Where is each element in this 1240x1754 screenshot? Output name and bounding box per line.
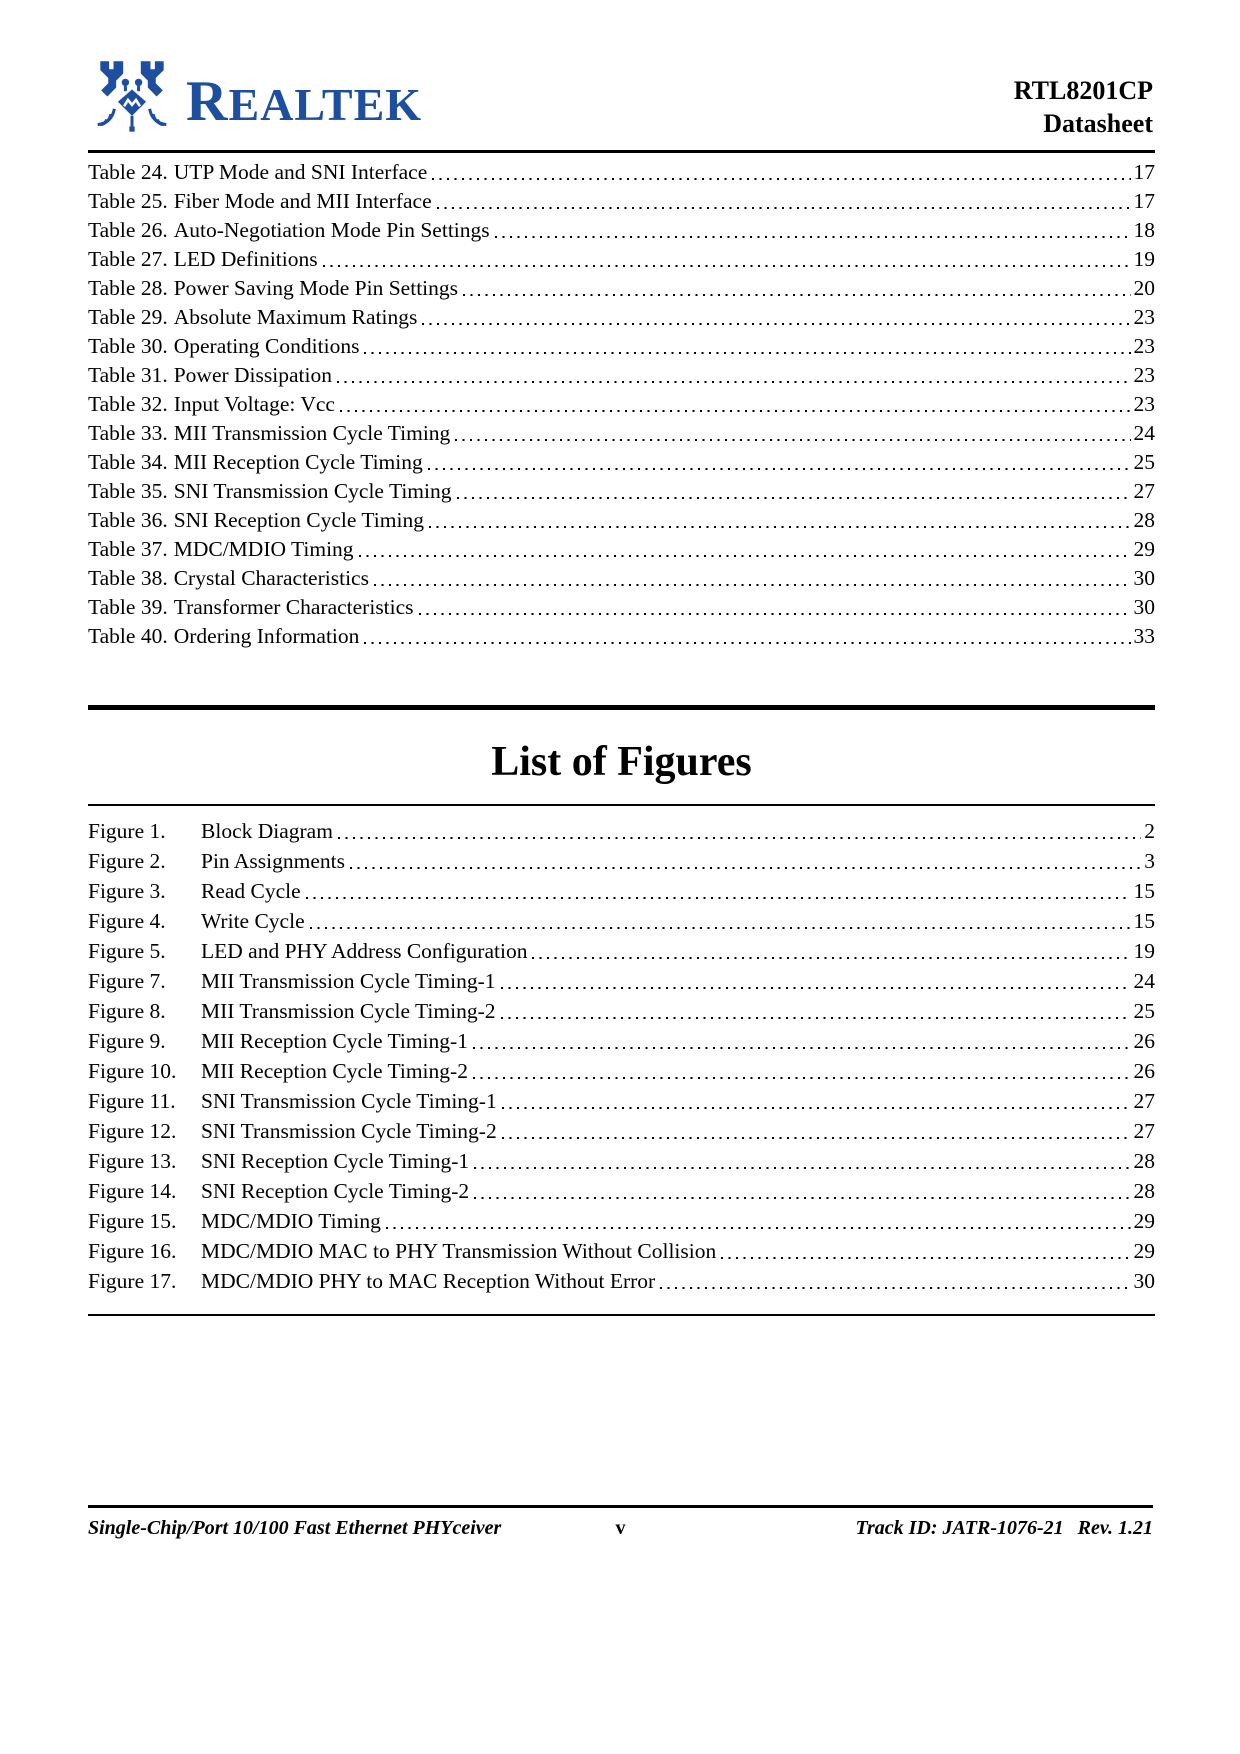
page-header bbox=[88, 54, 1153, 144]
dot-leader bbox=[455, 439, 1130, 441]
entry-label: Table 36. bbox=[88, 508, 168, 532]
dot-leader bbox=[501, 987, 1131, 989]
entry-page-number: 15 bbox=[1133, 879, 1155, 903]
entry-title: Block Diagram bbox=[201, 819, 333, 843]
realtek-wordmark: REALTEK bbox=[186, 69, 423, 133]
dot-leader bbox=[437, 207, 1131, 209]
entry-title: MDC/MDIO MAC to PHY Transmission Without Collision bbox=[201, 1239, 717, 1263]
entry-page-number: 23 bbox=[1133, 334, 1155, 358]
dot-leader bbox=[432, 178, 1130, 180]
entry-page-number: 24 bbox=[1133, 969, 1155, 993]
entry-page-number: 18 bbox=[1133, 218, 1155, 242]
entry-label: Table 34. bbox=[88, 450, 168, 474]
dot-leader bbox=[502, 1107, 1131, 1109]
dot-leader bbox=[359, 555, 1131, 557]
entry-title: LED Definitions bbox=[173, 247, 318, 271]
dot-leader bbox=[429, 526, 1131, 528]
entry-page-number: 19 bbox=[1133, 247, 1155, 271]
entry-page-number: 29 bbox=[1133, 1239, 1155, 1263]
dot-leader bbox=[501, 1017, 1131, 1019]
entry-title: Power Saving Mode Pin Settings bbox=[173, 276, 459, 300]
entry-title: MII Transmission Cycle Timing-1 bbox=[201, 969, 496, 993]
entry-label: Table 33. bbox=[88, 421, 168, 445]
dot-leader bbox=[473, 1077, 1131, 1079]
dot-leader bbox=[474, 1197, 1130, 1199]
dot-leader bbox=[419, 613, 1131, 615]
figure-toc-entry bbox=[88, 906, 1155, 936]
entry-page-number: 28 bbox=[1133, 1179, 1155, 1203]
dot-leader bbox=[340, 410, 1131, 412]
document-type: Datasheet bbox=[1043, 109, 1153, 138]
dot-leader bbox=[428, 468, 1131, 470]
page-footer bbox=[88, 1505, 1153, 1540]
section-divider bbox=[88, 705, 1155, 710]
dot-leader bbox=[350, 867, 1141, 869]
entry-title: SNI Reception Cycle Timing-2 bbox=[201, 1179, 470, 1203]
entry-page-number: 15 bbox=[1133, 909, 1155, 933]
entry-label: Figure 1. bbox=[88, 819, 166, 843]
dot-leader bbox=[495, 236, 1131, 238]
dot-leader bbox=[422, 323, 1130, 325]
entry-label: Table 35. bbox=[88, 479, 168, 503]
dot-leader bbox=[473, 1047, 1131, 1049]
entry-title: SNI Transmission Cycle Timing bbox=[173, 479, 452, 503]
table-toc-entry bbox=[88, 303, 1155, 332]
footer-document-title: Single-Chip/Port 10/100 Fast Ethernet PHYceiver bbox=[88, 1517, 502, 1539]
entry-label: Figure 13. bbox=[88, 1149, 177, 1173]
entry-page-number: 28 bbox=[1133, 1149, 1155, 1173]
entry-label: Table 26. bbox=[88, 218, 168, 242]
entry-label: Table 38. bbox=[88, 566, 168, 590]
entry-title: Fiber Mode and MII Interface bbox=[173, 189, 432, 213]
figure-toc-entry bbox=[88, 1206, 1155, 1236]
figure-toc-entry bbox=[88, 936, 1155, 966]
figure-toc-entry bbox=[88, 846, 1155, 876]
product-name: RTL8201CP bbox=[1013, 76, 1153, 105]
table-toc-entry bbox=[88, 216, 1155, 245]
entry-label: Figure 5. bbox=[88, 939, 166, 963]
entry-title: MDC/MDIO PHY to MAC Reception Without Error bbox=[201, 1269, 656, 1293]
entry-page-number: 2 bbox=[1144, 819, 1155, 843]
entry-title: Crystal Characteristics bbox=[173, 566, 369, 590]
entry-label: Figure 17. bbox=[88, 1269, 177, 1293]
list-of-figures bbox=[88, 816, 1155, 1296]
dot-leader bbox=[323, 265, 1131, 267]
dot-leader bbox=[660, 1287, 1130, 1289]
entry-label: Figure 9. bbox=[88, 1029, 166, 1053]
entry-page-number: 24 bbox=[1133, 421, 1155, 445]
entry-title: MII Reception Cycle Timing bbox=[173, 450, 423, 474]
table-toc-entry bbox=[88, 564, 1155, 593]
table-toc-entry bbox=[88, 390, 1155, 419]
entry-title: Absolute Maximum Ratings bbox=[173, 305, 418, 329]
entry-label: Figure 16. bbox=[88, 1239, 177, 1263]
entry-title: MII Transmission Cycle Timing bbox=[173, 421, 451, 445]
entry-page-number: 23 bbox=[1133, 363, 1155, 387]
header-divider bbox=[88, 150, 1155, 153]
title-underline-divider bbox=[88, 804, 1155, 806]
entry-title: MDC/MDIO Timing bbox=[173, 537, 354, 561]
entry-page-number: 28 bbox=[1133, 508, 1155, 532]
entry-label: Figure 7. bbox=[88, 969, 166, 993]
entry-label: Table 37. bbox=[88, 537, 168, 561]
dot-leader bbox=[364, 642, 1130, 644]
figure-toc-entry bbox=[88, 1146, 1155, 1176]
entry-label: Figure 3. bbox=[88, 879, 166, 903]
entry-page-number: 23 bbox=[1133, 305, 1155, 329]
entry-page-number: 29 bbox=[1133, 1209, 1155, 1233]
revision: Rev. 1.21 bbox=[1077, 1517, 1153, 1539]
table-toc-entry bbox=[88, 245, 1155, 274]
entry-page-number: 30 bbox=[1133, 595, 1155, 619]
entry-title: SNI Transmission Cycle Timing-2 bbox=[201, 1119, 497, 1143]
document-id-block bbox=[1014, 74, 1153, 140]
entry-title: Input Voltage: Vcc bbox=[173, 392, 335, 416]
entry-title: Read Cycle bbox=[201, 879, 301, 903]
entry-label: Table 40. bbox=[88, 624, 168, 648]
entry-label: Figure 10. bbox=[88, 1059, 177, 1083]
end-of-list-divider bbox=[88, 1314, 1155, 1316]
entry-label: Figure 14. bbox=[88, 1179, 177, 1203]
entry-label: Figure 8. bbox=[88, 999, 166, 1023]
entry-title: MII Transmission Cycle Timing-2 bbox=[201, 999, 496, 1023]
entry-page-number: 27 bbox=[1133, 479, 1155, 503]
entry-title: SNI Reception Cycle Timing bbox=[173, 508, 424, 532]
entry-page-number: 33 bbox=[1133, 624, 1155, 648]
entry-page-number: 17 bbox=[1133, 189, 1155, 213]
entry-title: SNI Reception Cycle Timing-1 bbox=[201, 1149, 470, 1173]
dot-leader bbox=[532, 957, 1130, 959]
dot-leader bbox=[457, 497, 1131, 499]
entry-label: Table 27. bbox=[88, 247, 168, 271]
entry-title: MII Reception Cycle Timing-2 bbox=[201, 1059, 468, 1083]
entry-page-number: 26 bbox=[1133, 1059, 1155, 1083]
entry-label: Figure 15. bbox=[88, 1209, 177, 1233]
footer-page-number: v bbox=[615, 1517, 626, 1539]
realtek-logo bbox=[88, 56, 422, 144]
entry-page-number: 30 bbox=[1133, 1269, 1155, 1293]
table-toc-entry bbox=[88, 158, 1155, 187]
figure-toc-entry bbox=[88, 966, 1155, 996]
table-toc-entry bbox=[88, 593, 1155, 622]
dot-leader bbox=[310, 927, 1131, 929]
figure-toc-entry bbox=[88, 1176, 1155, 1206]
entry-label: Figure 4. bbox=[88, 909, 166, 933]
figure-toc-entry bbox=[88, 1056, 1155, 1086]
entry-page-number: 20 bbox=[1133, 276, 1155, 300]
entry-title: Operating Conditions bbox=[173, 334, 360, 358]
list-of-figures-title: List of Figures bbox=[491, 739, 752, 785]
table-toc-entry bbox=[88, 535, 1155, 564]
entry-title: Write Cycle bbox=[201, 909, 305, 933]
entry-label: Figure 11. bbox=[88, 1089, 176, 1113]
entry-title: LED and PHY Address Configuration bbox=[201, 939, 528, 963]
entry-label: Table 32. bbox=[88, 392, 168, 416]
figure-toc-entry bbox=[88, 1266, 1155, 1296]
table-toc-entry bbox=[88, 332, 1155, 361]
figure-toc-entry bbox=[88, 876, 1155, 906]
dot-leader bbox=[364, 352, 1130, 354]
entry-title: Pin Assignments bbox=[201, 849, 345, 873]
entry-page-number: 19 bbox=[1133, 939, 1155, 963]
entry-label: Table 25. bbox=[88, 189, 168, 213]
entry-page-number: 3 bbox=[1144, 849, 1155, 873]
dot-leader bbox=[721, 1257, 1130, 1259]
figure-toc-entry bbox=[88, 1026, 1155, 1056]
entry-page-number: 29 bbox=[1133, 537, 1155, 561]
entry-label: Figure 2. bbox=[88, 849, 166, 873]
entry-label: Table 30. bbox=[88, 334, 168, 358]
entry-page-number: 27 bbox=[1133, 1119, 1155, 1143]
dot-leader bbox=[306, 897, 1131, 899]
entry-label: Table 24. bbox=[88, 160, 168, 184]
figure-toc-entry bbox=[88, 816, 1155, 846]
entry-page-number: 17 bbox=[1133, 160, 1155, 184]
dot-leader bbox=[386, 1227, 1131, 1229]
dot-leader bbox=[463, 294, 1130, 296]
entry-page-number: 27 bbox=[1133, 1089, 1155, 1113]
figure-toc-entry bbox=[88, 1086, 1155, 1116]
entry-label: Table 28. bbox=[88, 276, 168, 300]
dot-leader bbox=[474, 1167, 1130, 1169]
entry-page-number: 30 bbox=[1133, 566, 1155, 590]
entry-title: Power Dissipation bbox=[173, 363, 332, 387]
entry-label: Table 31. bbox=[88, 363, 168, 387]
figure-toc-entry bbox=[88, 996, 1155, 1026]
table-toc-entry bbox=[88, 448, 1155, 477]
table-toc-entry bbox=[88, 622, 1155, 651]
table-toc-entry bbox=[88, 274, 1155, 303]
entry-title: UTP Mode and SNI Interface bbox=[173, 160, 428, 184]
entry-title: Transformer Characteristics bbox=[173, 595, 414, 619]
entry-page-number: 25 bbox=[1133, 999, 1155, 1023]
dot-leader bbox=[338, 837, 1141, 839]
entry-page-number: 23 bbox=[1133, 392, 1155, 416]
entry-page-number: 26 bbox=[1133, 1029, 1155, 1053]
dot-leader bbox=[374, 584, 1131, 586]
entry-label: Table 39. bbox=[88, 595, 168, 619]
table-toc-entry bbox=[88, 187, 1155, 216]
track-id: Track ID: JATR-1076-21 bbox=[855, 1517, 1064, 1539]
table-toc-entry bbox=[88, 419, 1155, 448]
entry-label: Table 29. bbox=[88, 305, 168, 329]
figure-toc-entry bbox=[88, 1116, 1155, 1146]
table-toc-entry bbox=[88, 361, 1155, 390]
dot-leader bbox=[502, 1137, 1131, 1139]
list-of-tables bbox=[88, 158, 1155, 651]
figure-toc-entry bbox=[88, 1236, 1155, 1266]
entry-title: MDC/MDIO Timing bbox=[201, 1209, 381, 1233]
entry-title: SNI Transmission Cycle Timing-1 bbox=[201, 1089, 497, 1113]
entry-title: Ordering Information bbox=[173, 624, 360, 648]
entry-title: Auto-Negotiation Mode Pin Settings bbox=[173, 218, 490, 242]
dot-leader bbox=[337, 381, 1131, 383]
entry-title: MII Reception Cycle Timing-1 bbox=[201, 1029, 468, 1053]
entry-label: Figure 12. bbox=[88, 1119, 177, 1143]
table-toc-entry bbox=[88, 506, 1155, 535]
realtek-crab-icon bbox=[88, 56, 176, 144]
table-toc-entry bbox=[88, 477, 1155, 506]
entry-page-number: 25 bbox=[1133, 450, 1155, 474]
